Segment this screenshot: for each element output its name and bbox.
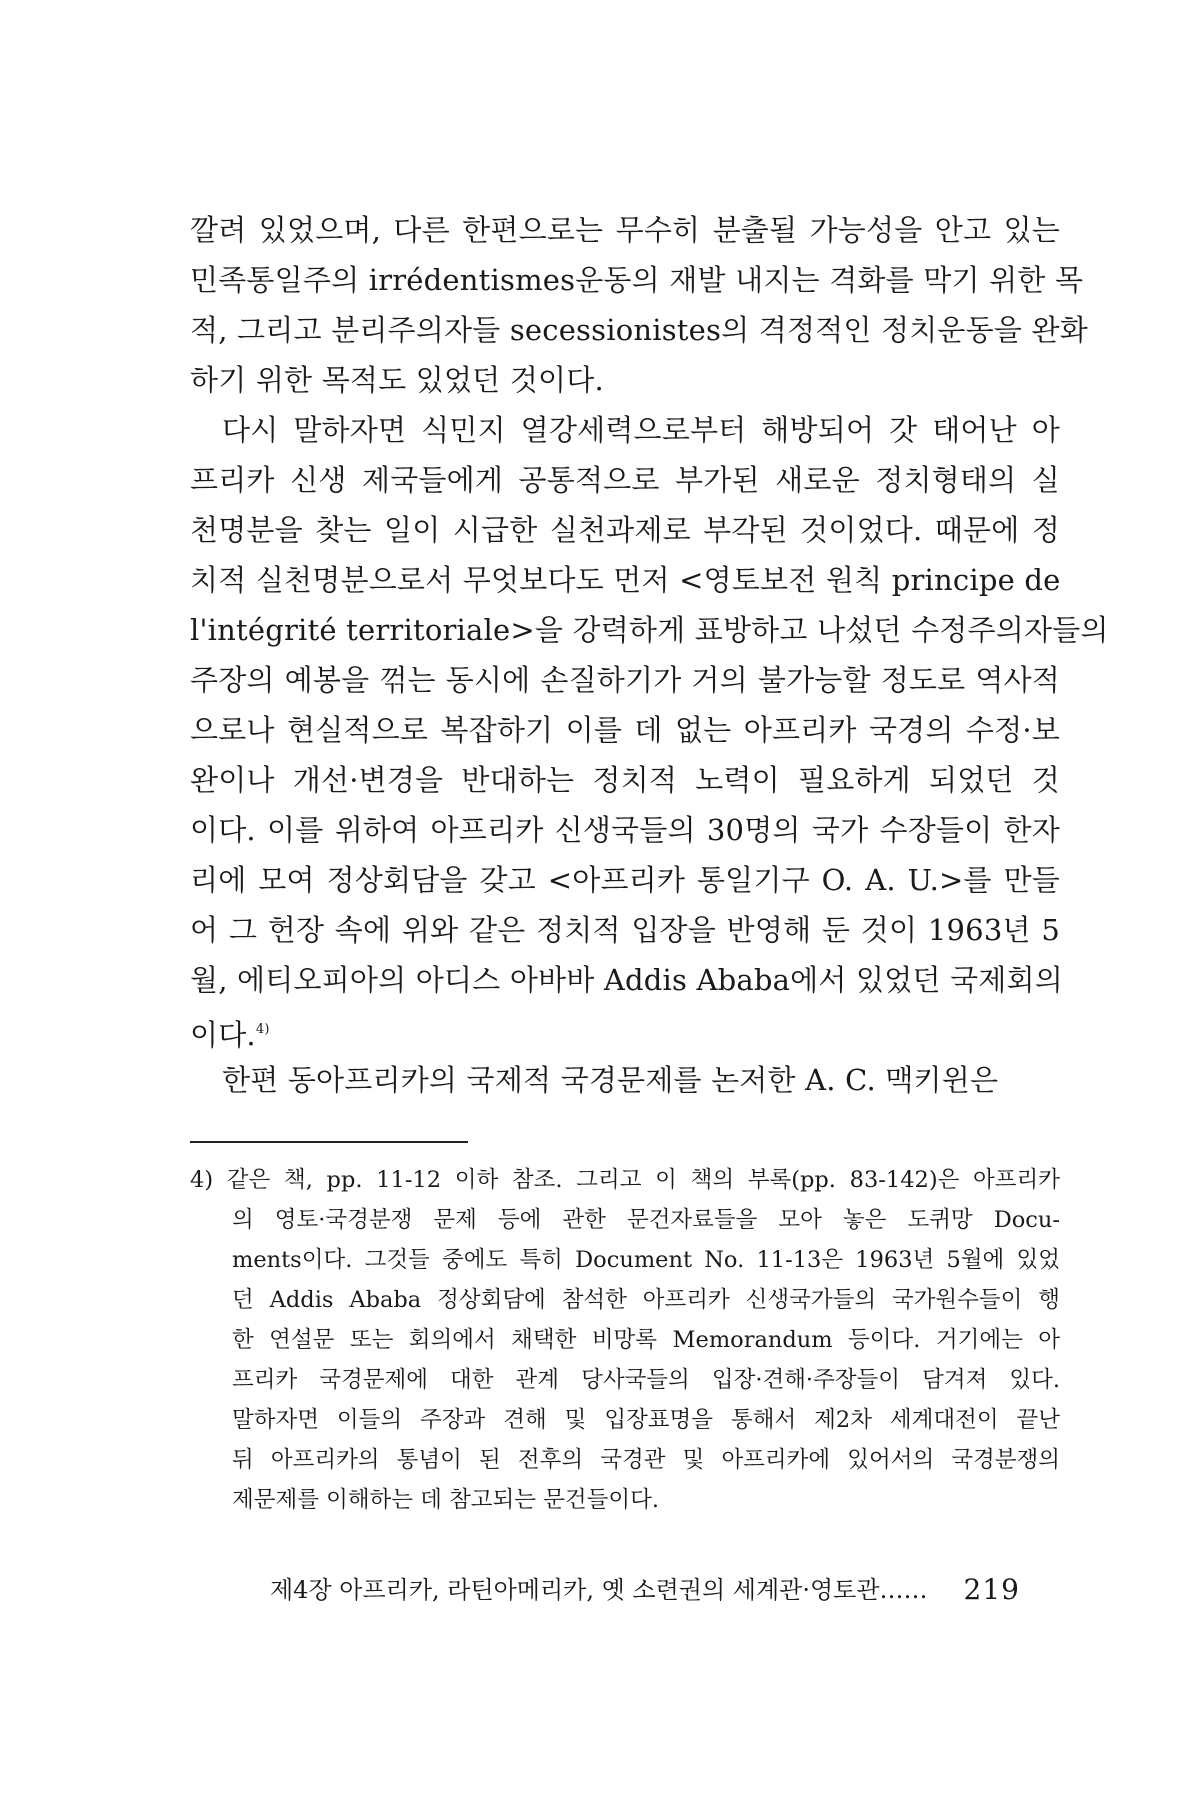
running-title: 제4장 아프리카, 라틴아메리카, 옛 소련권의 세계관·영토관…… bbox=[270, 1576, 928, 1604]
body-line: 하기 위한 목적도 있었던 것이다. bbox=[190, 363, 604, 397]
body-line: 월, 에티오피아의 아디스 아바바 Addis Ababa에서 있었던 국제회의 bbox=[190, 963, 1063, 997]
body-line: 완이나 개선·변경을 반대하는 정치적 노력이 필요하게 되었던 것 bbox=[190, 763, 1060, 797]
footnote-line: ments이다. 그것들 중에도 특히 Document No. 11-13은 1963년 5월에 있었 bbox=[232, 1247, 1060, 1273]
body-line: l'intégrité territoriale>을 강력하게 표방하고 나섰던 수정주의자들의 bbox=[190, 613, 1109, 647]
body-line: 천명분을 찾는 일이 시급한 실천과제로 부각된 것이었다. 때문에 정 bbox=[190, 513, 1060, 547]
body-line: 프리카 신생 제국들에게 공통적으로 부가된 새로운 정치형태의 실 bbox=[190, 463, 1060, 497]
body-line: 이다. bbox=[190, 1018, 256, 1052]
page-footer bbox=[270, 1570, 1020, 1610]
footnote-block bbox=[190, 1160, 1060, 1520]
footnote-line: 4) 같은 책, pp. 11-12 이하 참조. 그리고 이 책의 부록(pp. 83-142)은 아프리카 bbox=[190, 1167, 1060, 1193]
body-line: 으로나 현실적으로 복잡하기 이를 데 없는 아프리카 국경의 수정·보 bbox=[190, 713, 1060, 747]
body-line: 이다. 이를 위하여 아프리카 신생국들의 30명의 국가 수장들이 한자 bbox=[190, 813, 1060, 847]
body-line: 민족통일주의 irrédentismes운동의 재발 내지는 격화를 막기 위한 목 bbox=[190, 263, 1084, 297]
body-text bbox=[190, 205, 1109, 1105]
body-line-with-footnote-ref bbox=[190, 1005, 1060, 1055]
footnote-divider bbox=[190, 1141, 468, 1143]
footnote-line: 말하자면 이들의 주장과 견해 및 입장표명을 통해서 제2차 세계대전이 끝난 bbox=[232, 1407, 1060, 1433]
body-line: 적, 그리고 분리주의자들 secessionistes의 격정적인 정치운동을 완화 bbox=[190, 313, 1088, 347]
body-line: 어 그 헌장 속에 위와 같은 정치적 입장을 반영해 둔 것이 1963년 5 bbox=[190, 913, 1060, 947]
footnote-line: 프리카 국경문제에 대한 관계 당사국들의 입장·견해·주장들이 담겨져 있다. bbox=[232, 1367, 1060, 1393]
footnote-reference: 4) bbox=[255, 1022, 270, 1037]
footnote-line: 뒤 아프리카의 통념이 된 전후의 국경관 및 아프리카에 있어서의 국경분쟁의 bbox=[232, 1447, 1060, 1473]
footnote-line: 제문제를 이해하는 데 참고되는 문건들이다. bbox=[232, 1487, 659, 1513]
footnote-line: 한 연설문 또는 회의에서 채택한 비망록 Memorandum 등이다. 거기에는 아 bbox=[232, 1327, 1060, 1353]
page-number: 219 bbox=[963, 1573, 1020, 1606]
body-line: 다시 말하자면 식민지 열강세력으로부터 해방되어 갓 태어난 아 bbox=[222, 413, 1060, 447]
footnote-line: 던 Addis Ababa 정상회담에 참석한 아프리카 신생국가들의 국가원수들이 행 bbox=[232, 1287, 1060, 1313]
body-line: 한편 동아프리카의 국제적 국경문제를 논저한 A. C. 맥키윈은 bbox=[222, 1063, 999, 1097]
body-line: 치적 실천명분으로서 무엇보다도 먼저 <영토보전 원칙 principe de bbox=[190, 563, 1061, 597]
footnote-line: 의 영토·국경분쟁 문제 등에 관한 문건자료들을 모아 놓은 도퀴망 Docu- bbox=[232, 1207, 1060, 1233]
body-line: 깔려 있었으며, 다른 한편으로는 무수히 분출될 가능성을 안고 있는 bbox=[190, 213, 1060, 247]
body-line: 리에 모여 정상회담을 갖고 <아프리카 통일기구 O. A. U.>를 만들 bbox=[190, 863, 1060, 897]
body-line: 주장의 예봉을 꺾는 동시에 손질하기가 거의 불가능할 정도로 역사적 bbox=[190, 663, 1060, 697]
